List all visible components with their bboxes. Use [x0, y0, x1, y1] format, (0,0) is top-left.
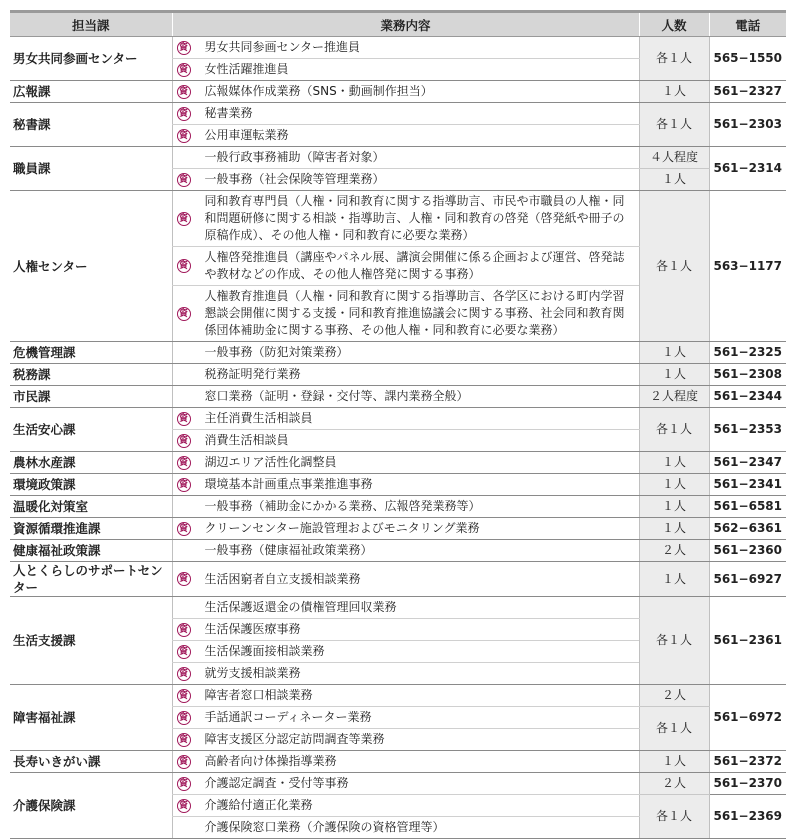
phone-cell: 562−6361	[709, 518, 786, 540]
count-cell: １人	[639, 474, 709, 496]
duty-text: 一般事務（健康福祉政策業務）	[204, 543, 373, 557]
duty-cell	[172, 685, 639, 707]
duty-cell	[172, 619, 639, 641]
phone-cell: 561−2314	[709, 147, 786, 191]
duty-cell	[172, 663, 639, 685]
division-cell: 秘書課	[10, 103, 172, 147]
duty-text: 人権教育推進員（人権・同和教育に関する指導助言、各学区における町内学習懇談会開催に関する支援・同和教育推進協議会に関する事務、社会同和教育関係団体補助金に関する事務、その他人権・同和教育に必要な業務）	[204, 289, 625, 337]
duty-cell	[172, 125, 639, 147]
division-cell: 資源循環推進課	[10, 518, 172, 540]
table-row	[10, 37, 786, 59]
table-row	[10, 386, 786, 408]
duty-text: 高齢者向け体操指導業務	[204, 754, 337, 768]
qualification-mark-icon: 資	[177, 107, 191, 121]
count-cell: １人	[639, 81, 709, 103]
qualification-mark-icon: 資	[177, 85, 191, 99]
table-row	[10, 474, 786, 496]
duty-text: 一般事務（補助金にかかる業務、広報啓発業務等）	[204, 499, 481, 513]
count-cell: １人	[639, 452, 709, 474]
duty-text: 同和教育専門員（人権・同和教育に関する指導助言、市民や市職員の人権・同和問題研修に関する相談・指導助言、人権・同和教育の啓発（啓発紙や冊子の原稿作成）、その他人権・同和教育に必要な業務）	[204, 194, 625, 242]
qualification-mark-icon: 資	[177, 173, 191, 187]
duty-cell	[172, 597, 639, 619]
mark-spacer	[177, 601, 191, 615]
division-cell: 温暖化対策室	[10, 496, 172, 518]
table-row	[10, 496, 786, 518]
duty-text: 秘書業務	[204, 106, 253, 120]
table-row	[10, 103, 786, 125]
table-row	[10, 81, 786, 103]
duty-cell	[172, 773, 639, 795]
division-cell: 障害福祉課	[10, 685, 172, 751]
duty-cell	[172, 496, 639, 518]
division-cell: 税務課	[10, 364, 172, 386]
table-row	[10, 540, 786, 562]
duty-text: 一般行政事務補助（障害者対象）	[204, 150, 385, 164]
phone-cell: 561−2360	[709, 540, 786, 562]
duty-text: 介護給付適正化業務	[204, 798, 313, 812]
duty-text: 主任消費生活相談員	[204, 411, 313, 425]
duty-text: 介護保険窓口業務（介護保険の資格管理等）	[204, 820, 445, 834]
division-cell: 介護保険課	[10, 773, 172, 839]
qualification-mark-icon: 資	[177, 259, 191, 273]
table-row	[10, 147, 786, 169]
qualification-mark-icon: 資	[177, 478, 191, 492]
phone-cell: 561−2361	[709, 597, 786, 685]
qualification-mark-icon: 資	[177, 755, 191, 769]
duty-cell	[172, 386, 639, 408]
table-body	[10, 37, 786, 839]
duty-text: 湖辺エリア活性化調整員	[204, 455, 337, 469]
duty-text: 手話通訳コーディネーター業務	[204, 710, 372, 724]
header-duties: 業務内容	[172, 12, 639, 37]
duty-cell	[172, 540, 639, 562]
duty-cell	[172, 408, 639, 430]
duty-cell	[172, 191, 639, 247]
duty-cell	[172, 452, 639, 474]
count-cell: １人	[639, 751, 709, 773]
count-cell: ２人	[639, 540, 709, 562]
count-cell: 各１人	[639, 597, 709, 685]
duty-cell	[172, 147, 639, 169]
table-row	[10, 518, 786, 540]
phone-cell: 561−2369	[709, 795, 786, 839]
count-cell: 各１人	[639, 37, 709, 81]
qualification-mark-icon: 資	[177, 733, 191, 747]
qualification-mark-icon: 資	[177, 645, 191, 659]
job-table	[10, 10, 786, 839]
duty-text: 一般事務（社会保険等管理業務）	[204, 172, 385, 186]
duty-cell	[172, 562, 639, 597]
duty-cell	[172, 795, 639, 817]
qualification-mark-icon: 資	[177, 689, 191, 703]
phone-cell: 561−2325	[709, 342, 786, 364]
qualification-mark-icon: 資	[177, 434, 191, 448]
qualification-mark-icon: 資	[177, 41, 191, 55]
duty-cell	[172, 286, 639, 342]
count-cell: １人	[639, 562, 709, 597]
count-cell: １人	[639, 169, 709, 191]
phone-cell: 563−1177	[709, 191, 786, 342]
table-row	[10, 685, 786, 707]
division-cell: 環境政策課	[10, 474, 172, 496]
division-cell: 男女共同参画センター	[10, 37, 172, 81]
mark-spacer	[177, 346, 191, 360]
count-cell: ２人程度	[639, 386, 709, 408]
count-cell: 各１人	[639, 103, 709, 147]
duty-text: 障害支援区分認定訪問調査等業務	[204, 732, 385, 746]
phone-cell: 561−2341	[709, 474, 786, 496]
qualification-mark-icon: 資	[177, 212, 191, 226]
division-cell: 農林水産課	[10, 452, 172, 474]
phone-cell: 561−2372	[709, 751, 786, 773]
duty-text: 環境基本計画重点事業推進事務	[204, 477, 373, 491]
qualification-mark-icon: 資	[177, 667, 191, 681]
table-row	[10, 364, 786, 386]
division-cell: 人とくらしのサポートセンター	[10, 562, 172, 597]
duty-cell	[172, 729, 639, 751]
duty-cell	[172, 342, 639, 364]
division-cell: 人権センター	[10, 191, 172, 342]
table-row	[10, 562, 786, 597]
count-cell: 各１人	[639, 795, 709, 839]
division-cell: 健康福祉政策課	[10, 540, 172, 562]
duty-text: クリーンセンター施設管理およびモニタリング業務	[204, 521, 480, 535]
count-cell: 各１人	[639, 707, 709, 751]
duty-text: 消費生活相談員	[204, 433, 289, 447]
count-cell: ４人程度	[639, 147, 709, 169]
qualification-mark-icon: 資	[177, 63, 191, 77]
duty-cell	[172, 641, 639, 663]
division-cell: 広報課	[10, 81, 172, 103]
duty-text: 税務証明発行業務	[204, 367, 301, 381]
count-cell: １人	[639, 342, 709, 364]
duty-text: 生活保護返還金の債権管理回収業務	[204, 600, 397, 614]
header-phone: 電話	[709, 12, 786, 37]
table-row	[10, 408, 786, 430]
mark-spacer	[177, 151, 191, 165]
table-row	[10, 751, 786, 773]
duty-cell	[172, 518, 639, 540]
table-row	[10, 452, 786, 474]
duty-text: 公用車運転業務	[204, 128, 289, 142]
mark-spacer	[177, 500, 191, 514]
qualification-mark-icon: 資	[177, 623, 191, 637]
duty-text: 広報媒体作成業務（SNS・動画制作担当）	[204, 84, 433, 98]
duty-cell	[172, 430, 639, 452]
count-cell: ２人	[639, 685, 709, 707]
count-cell: １人	[639, 496, 709, 518]
duty-text: 生活保護面接相談業務	[204, 644, 325, 658]
duty-text: 男女共同参画センター推進員	[204, 40, 361, 54]
duty-cell	[172, 364, 639, 386]
duty-cell	[172, 751, 639, 773]
qualification-mark-icon: 資	[177, 412, 191, 426]
phone-cell: 561−2347	[709, 452, 786, 474]
duty-text: 窓口業務（証明・登録・交付等、課内業務全般）	[204, 389, 469, 403]
phone-cell: 565−1550	[709, 37, 786, 81]
duty-cell	[172, 81, 639, 103]
mark-spacer	[177, 390, 191, 404]
qualification-mark-icon: 資	[177, 129, 191, 143]
table-row	[10, 342, 786, 364]
duty-cell	[172, 817, 639, 839]
phone-cell: 561−2327	[709, 81, 786, 103]
duty-text: 女性活躍推進員	[204, 62, 289, 76]
mark-spacer	[177, 544, 191, 558]
division-cell: 危機管理課	[10, 342, 172, 364]
phone-cell: 561−2353	[709, 408, 786, 452]
qualification-mark-icon: 資	[177, 307, 191, 321]
qualification-mark-icon: 資	[177, 777, 191, 791]
table-row	[10, 773, 786, 795]
qualification-mark-icon: 資	[177, 572, 191, 586]
qualification-mark-icon: 資	[177, 799, 191, 813]
phone-cell: 561−6927	[709, 562, 786, 597]
duty-cell	[172, 169, 639, 191]
table-header	[10, 12, 786, 37]
header-division: 担当課	[10, 12, 172, 37]
division-cell: 生活安心課	[10, 408, 172, 452]
mark-spacer	[177, 821, 191, 835]
duty-cell	[172, 247, 639, 286]
duty-cell	[172, 103, 639, 125]
duty-cell	[172, 474, 639, 496]
division-cell: 職員課	[10, 147, 172, 191]
phone-cell: 561−2303	[709, 103, 786, 147]
qualification-mark-icon: 資	[177, 522, 191, 536]
table-row	[10, 191, 786, 247]
duty-text: 一般事務（防犯対策業務）	[204, 345, 349, 359]
count-cell: 各１人	[639, 191, 709, 342]
duty-cell	[172, 59, 639, 81]
qualification-mark-icon: 資	[177, 711, 191, 725]
duty-text: 就労支援相談業務	[204, 666, 301, 680]
division-cell: 長寿いきがい課	[10, 751, 172, 773]
count-cell: １人	[639, 364, 709, 386]
duty-text: 介護認定調査・受付等事務	[204, 776, 349, 790]
division-cell: 市民課	[10, 386, 172, 408]
division-cell: 生活支援課	[10, 597, 172, 685]
duty-text: 人権啓発推進員（講座やパネル展、講演会開催に係る企画および運営、啓発誌や教材などの作成、その他人権啓発に関する事務）	[204, 250, 625, 281]
duty-cell	[172, 37, 639, 59]
duty-text: 障害者窓口相談業務	[204, 688, 313, 702]
count-cell: 各１人	[639, 408, 709, 452]
table-row	[10, 597, 786, 619]
duty-text: 生活困窮者自立支援相談業務	[204, 571, 361, 586]
duty-text: 生活保護医療事務	[204, 622, 301, 636]
duty-cell	[172, 707, 639, 729]
header-count: 人数	[639, 12, 709, 37]
phone-cell: 561−2344	[709, 386, 786, 408]
qualification-mark-icon: 資	[177, 456, 191, 470]
phone-cell: 561−6972	[709, 685, 786, 751]
phone-cell: 561−2308	[709, 364, 786, 386]
phone-cell: 561−6581	[709, 496, 786, 518]
count-cell: １人	[639, 518, 709, 540]
mark-spacer	[177, 368, 191, 382]
phone-cell: 561−2370	[709, 773, 786, 795]
count-cell: ２人	[639, 773, 709, 795]
